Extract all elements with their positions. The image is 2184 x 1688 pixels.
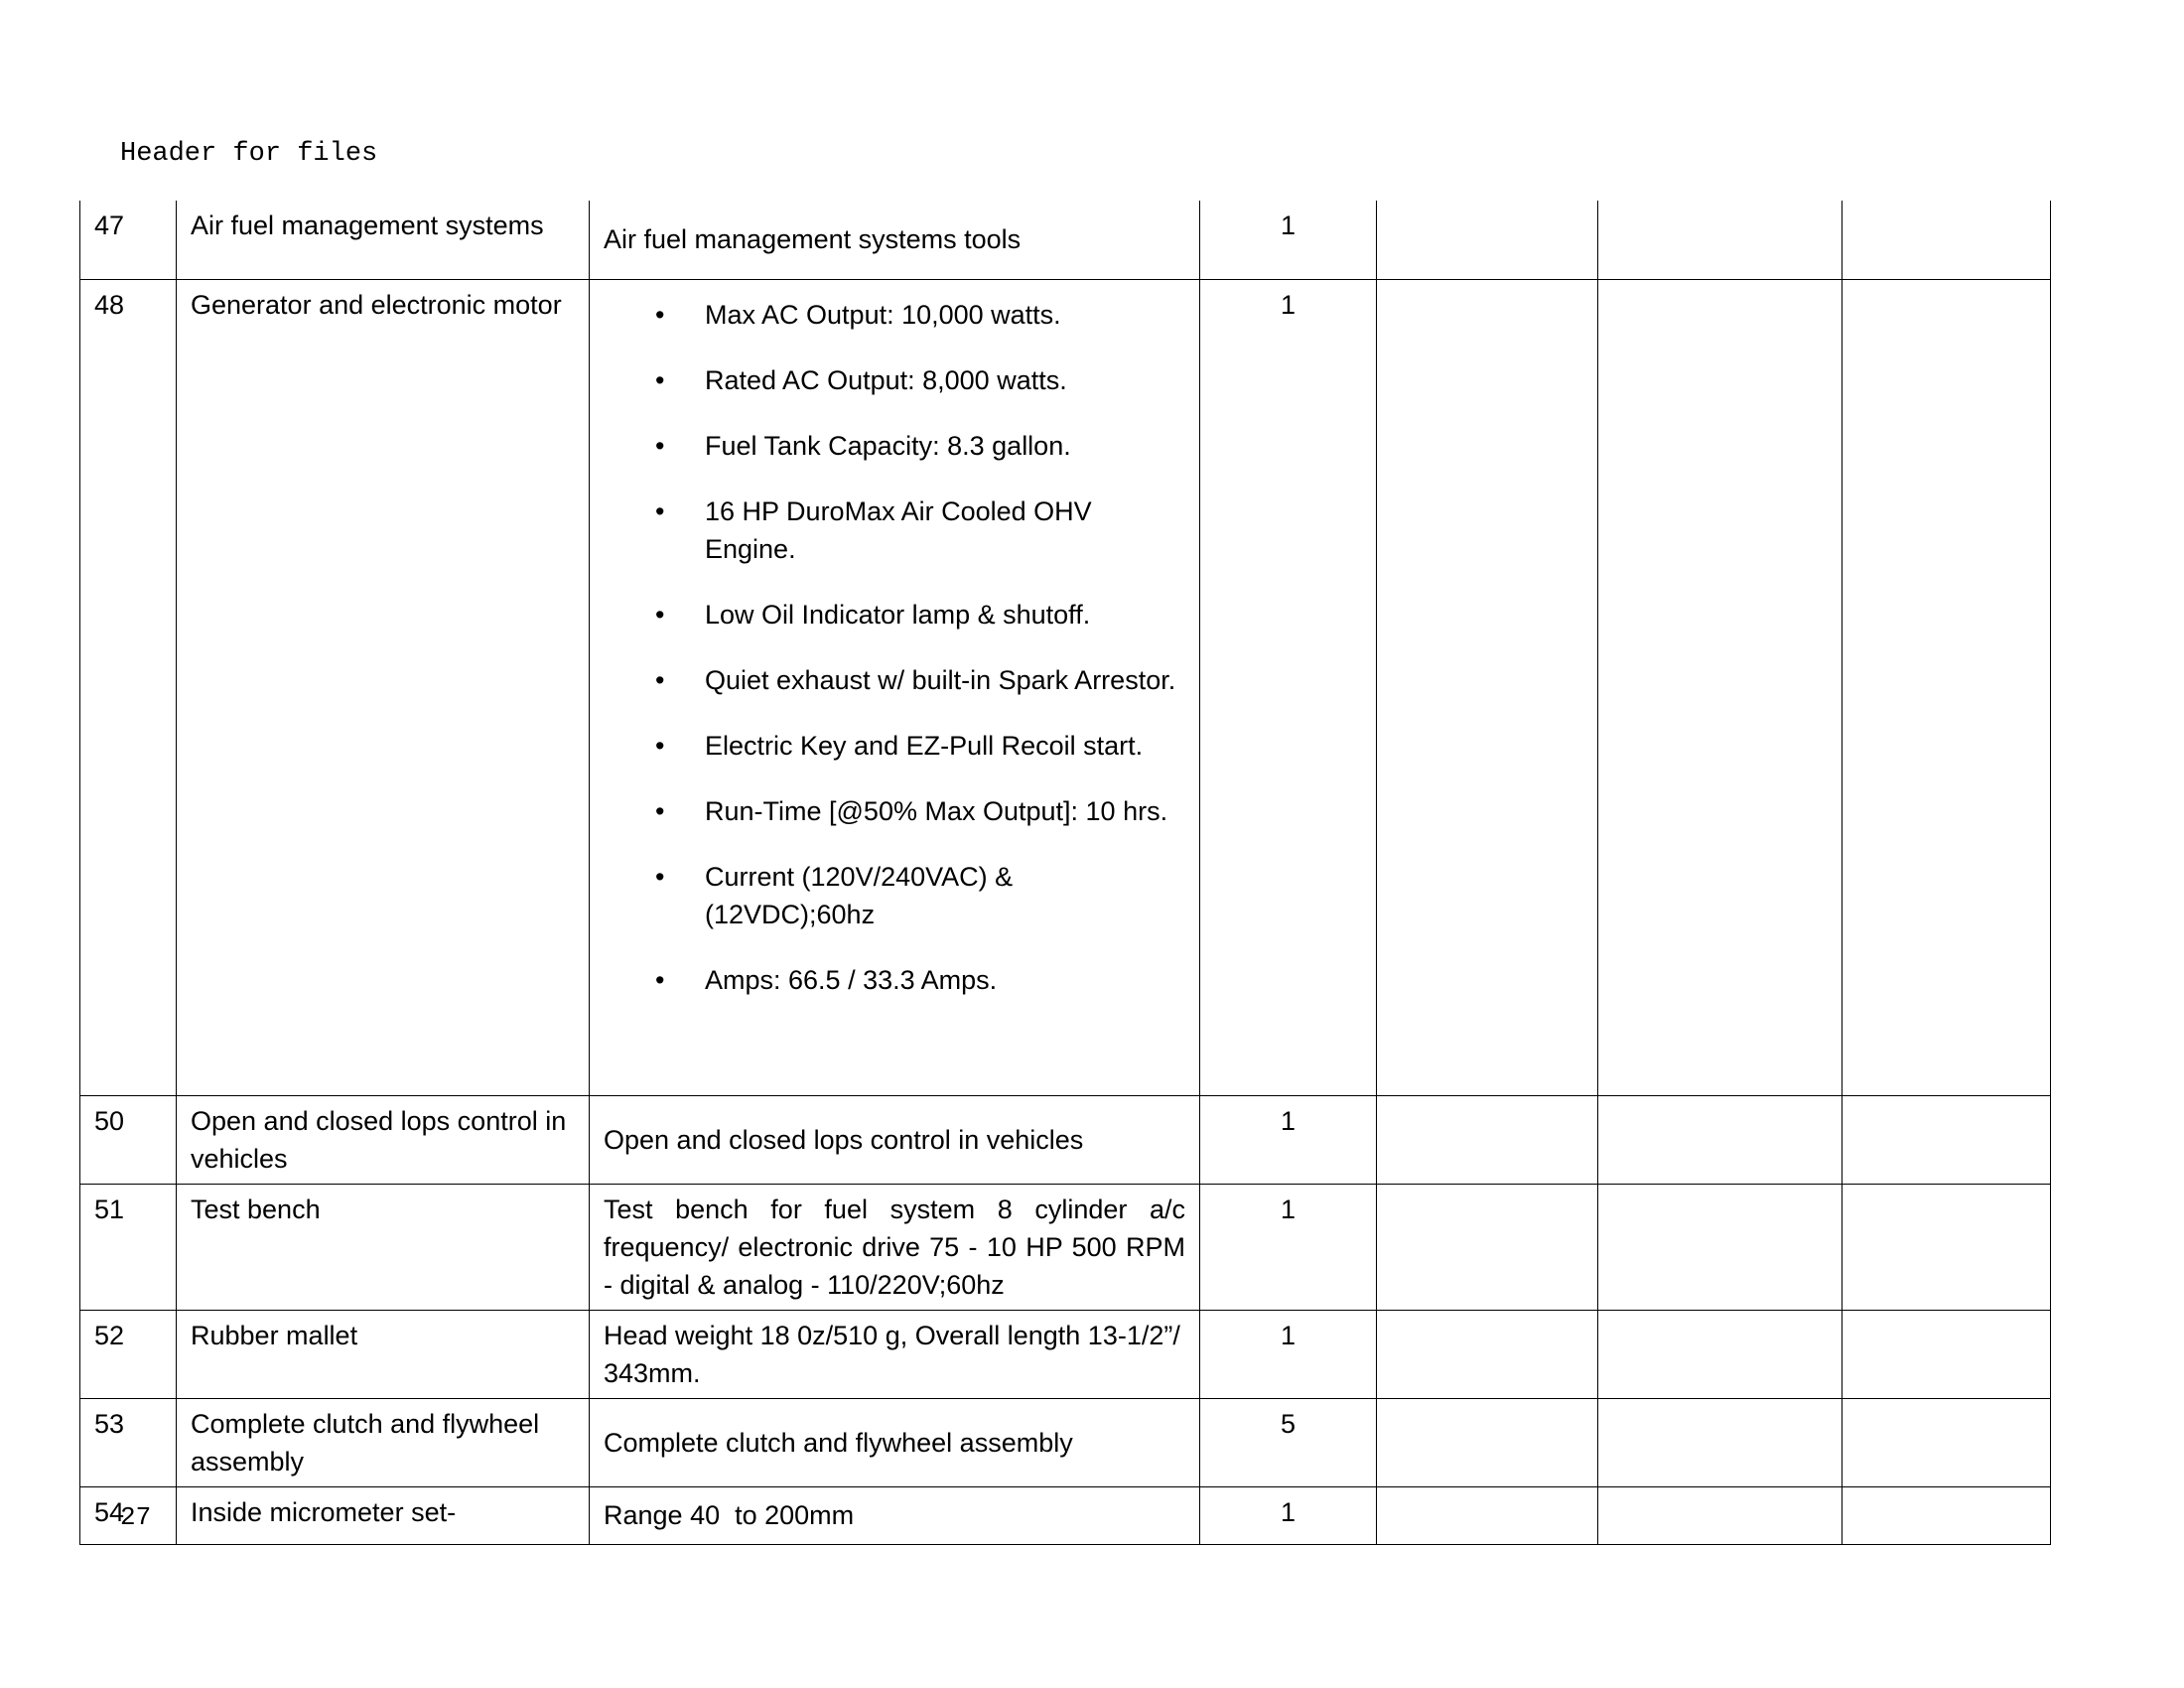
empty-cell: [1377, 1486, 1598, 1544]
empty-cell: [1377, 201, 1598, 279]
row-number: 53: [80, 1398, 177, 1486]
row-number: 48: [80, 279, 177, 1095]
item-description: Air fuel management systems tools: [590, 201, 1200, 279]
item-description: Open and closed lops control in vehicles: [590, 1095, 1200, 1184]
spec-item: • Max AC Output: 10,000 watts.: [655, 299, 1061, 330]
spec-item: • Electric Key and EZ-Pull Recoil start.: [655, 730, 1144, 761]
item-quantity: 1: [1200, 279, 1377, 1095]
item-quantity: 1: [1200, 1184, 1377, 1310]
spec-item: • Amps: 66.5 / 33.3 Amps.: [655, 964, 998, 995]
empty-cell: [1377, 279, 1598, 1095]
empty-cell: [1598, 201, 1843, 279]
page-number: 27: [120, 1502, 152, 1532]
item-description: Complete clutch and flywheel assembly: [590, 1398, 1200, 1486]
item-description: Test bench for fuel system 8 cylinder a/c frequency/ electronic drive 75 - 10 HP 500 RPM - digital & analog - 110/220V;60hz: [590, 1184, 1200, 1310]
item-name: Complete clutch and flywheel assembly: [177, 1398, 590, 1486]
row-number: 51: [80, 1184, 177, 1310]
table-row: [80, 1310, 2051, 1398]
empty-cell: [1598, 1310, 1843, 1398]
table-row: [80, 1184, 2051, 1310]
spec-item: • Fuel Tank Capacity: 8.3 gallon.: [655, 430, 1071, 461]
spec-item: • Quiet exhaust w/ built-in Spark Arrestor.: [655, 664, 1176, 695]
table-row: [80, 201, 2051, 279]
item-description: [590, 279, 1200, 1095]
empty-cell: [1598, 1486, 1843, 1544]
spec-list: [604, 296, 1185, 999]
item-quantity: 1: [1200, 201, 1377, 279]
item-quantity: 1: [1200, 1095, 1377, 1184]
empty-cell: [1843, 201, 2051, 279]
empty-cell: [1598, 1184, 1843, 1310]
row-number: 54: [80, 1486, 177, 1544]
empty-cell: [1377, 1398, 1598, 1486]
empty-cell: [1843, 1398, 2051, 1486]
item-description: Head weight 18 0z/510 g, Overall length 13-1/2”/ 343mm.: [590, 1310, 1200, 1398]
spec-item: • Rated AC Output: 8,000 watts.: [655, 364, 1067, 395]
empty-cell: [1598, 1398, 1843, 1486]
empty-cell: [1598, 1095, 1843, 1184]
row-number: 50: [80, 1095, 177, 1184]
item-quantity: 1: [1200, 1486, 1377, 1544]
empty-cell: [1843, 1486, 2051, 1544]
empty-cell: [1843, 1184, 2051, 1310]
spec-item: • 16 HP DuroMax Air Cooled OHV Engine.: [655, 495, 1092, 564]
item-name: Air fuel management systems: [177, 201, 590, 279]
empty-cell: [1598, 279, 1843, 1095]
table-row: [80, 279, 2051, 1095]
item-name: Inside micrometer set-: [177, 1486, 590, 1544]
row-number: 47: [80, 201, 177, 279]
item-quantity: 1: [1200, 1310, 1377, 1398]
empty-cell: [1377, 1095, 1598, 1184]
empty-cell: [1377, 1310, 1598, 1398]
table-row: [80, 1486, 2051, 1544]
empty-cell: [1377, 1184, 1598, 1310]
item-description: Range 40 to 200mm: [590, 1486, 1200, 1544]
table-row: [80, 1398, 2051, 1486]
page-header: Header for files: [120, 139, 378, 169]
empty-cell: [1843, 279, 2051, 1095]
item-name: Generator and electronic motor: [177, 279, 590, 1095]
item-name: Test bench: [177, 1184, 590, 1310]
equipment-table: [79, 201, 2051, 1545]
empty-cell: [1843, 1310, 2051, 1398]
row-number: 52: [80, 1310, 177, 1398]
table-row: [80, 1095, 2051, 1184]
item-name: Rubber mallet: [177, 1310, 590, 1398]
spec-item: • Low Oil Indicator lamp & shutoff.: [655, 599, 1091, 630]
spec-item: • Run-Time [@50% Max Output]: 10 hrs.: [655, 795, 1168, 826]
item-name: Open and closed lops control in vehicles: [177, 1095, 590, 1184]
spec-item: • Current (120V/240VAC) & (12VDC);60hz: [655, 861, 1014, 929]
item-quantity: 5: [1200, 1398, 1377, 1486]
empty-cell: [1843, 1095, 2051, 1184]
